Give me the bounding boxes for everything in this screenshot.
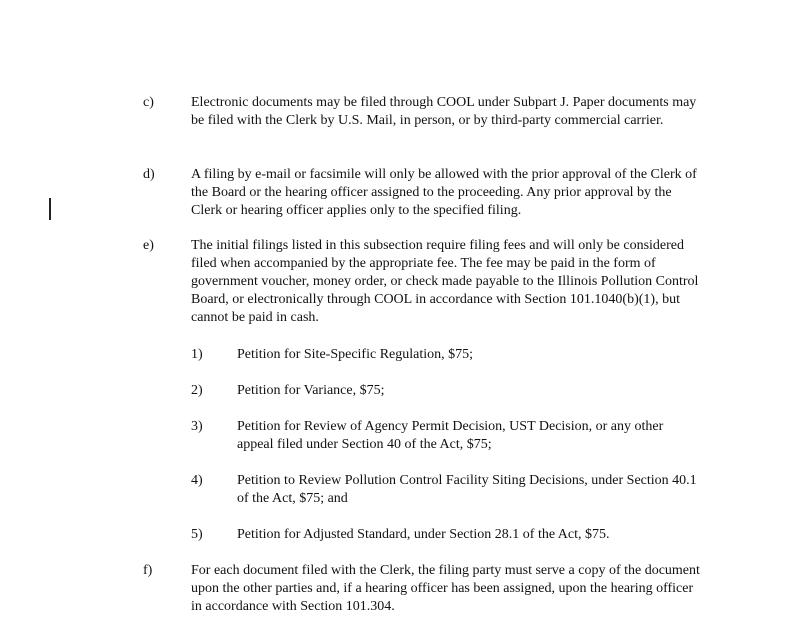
revision-bar	[49, 198, 51, 220]
paragraph-text: For each document filed with the Clerk, the filing party must serve a copy of the document upon the other parties and, if a hearing officer has been assigned, upon the hearing officer in accordance with Section 101.304.	[191, 563, 700, 614]
list-item-text: Petition for Site-Specific Regulation, $75;	[237, 347, 474, 362]
list-item-text: Petition to Review Pollution Control Facility Siting Decisions, under Section 40.1 of the Act, $75; and	[237, 473, 697, 506]
list-item-number: 3)	[191, 419, 203, 434]
list-item-number: 5)	[191, 527, 203, 542]
list-item-text: Petition for Adjusted Standard, under Section 28.1 of the Act, $75.	[237, 527, 610, 542]
list-item-number: 4)	[191, 473, 203, 488]
list-item-text: Petition for Review of Agency Permit Decision, UST Decision, or any other appeal filed under Section 40 of the Act, $75;	[237, 419, 664, 452]
list-item-text: Petition for Variance, $75;	[237, 383, 385, 398]
paragraph-text: Electronic documents may be filed through COOL under Subpart J. Paper documents may be filed with the Clerk by U.S. Mail, in person, or by third-party commercial carrier.	[191, 95, 697, 128]
paragraph-marker: d)	[143, 167, 155, 182]
list-item-number: 2)	[191, 383, 203, 398]
paragraph-marker: c)	[143, 95, 154, 110]
paragraph-text: A filing by e-mail or facsimile will only be allowed with the prior approval of the Clerk of the Board or the hearing officer assigned to the proceeding. Any prior approval by the Clerk or hearing officer applies only to the specified filing.	[191, 167, 697, 218]
paragraph-text: The initial filings listed in this subsection require filing fees and will only be considered filed when accompanied by the appropriate fee. The fee may be paid in the form of government voucher, money order, or check made payable to the Illinois Pollution Control Board, or electronically through COOL in accordance with Section 101.1040(b)(1), but cannot be paid in cash.	[191, 238, 699, 325]
list-item-number: 1)	[191, 347, 203, 362]
paragraph-marker: f)	[143, 563, 153, 578]
paragraph-marker: e)	[143, 238, 154, 253]
